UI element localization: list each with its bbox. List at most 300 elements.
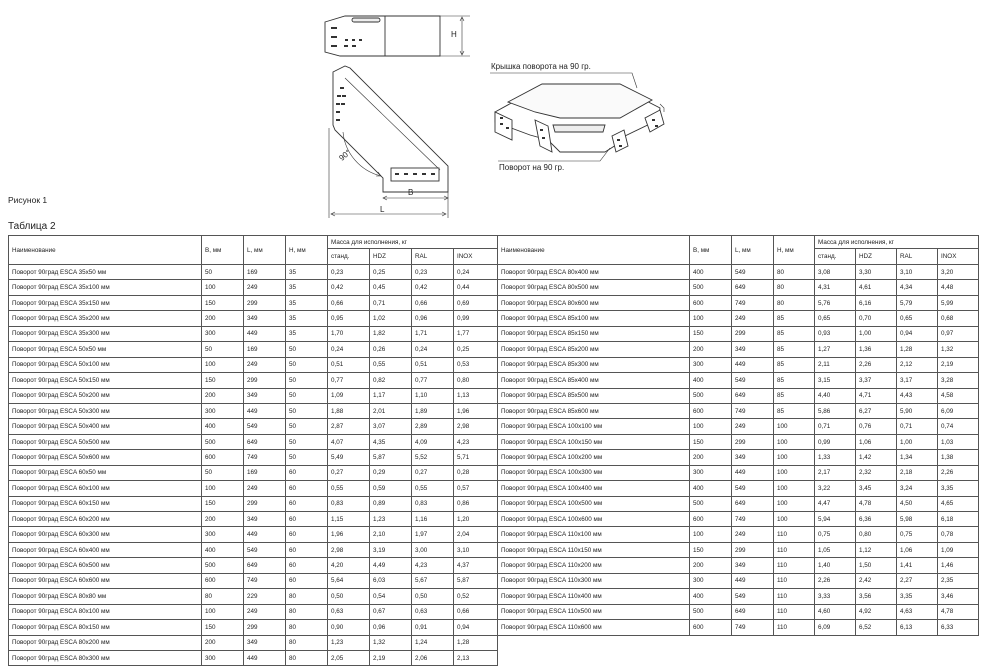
table-row — [498, 342, 979, 357]
cell-mass-hdz: 1,36 — [856, 342, 897, 357]
cell-mass-hdz: 3,19 — [370, 542, 412, 557]
cell-mass-ral: 2,12 — [897, 357, 938, 372]
cell-mass-hdz: 6,03 — [370, 573, 412, 588]
table-row — [9, 558, 498, 573]
cell-h: 35 — [286, 280, 328, 295]
cell-mass-std: 3,22 — [815, 481, 856, 496]
cell-mass-hdz: 0,70 — [856, 311, 897, 326]
cell-name: Поворот 90град ESCA 80x300 мм — [9, 650, 202, 665]
cell-mass-ral: 0,42 — [412, 280, 454, 295]
header-hdz: HDZ — [370, 249, 412, 265]
cell-h: 60 — [286, 527, 328, 542]
cell-mass-std: 1,15 — [328, 512, 370, 527]
cell-mass-std: 0,77 — [328, 373, 370, 388]
cell-b: 100 — [202, 357, 244, 372]
cell-mass-std: 0,65 — [815, 311, 856, 326]
cell-l: 449 — [732, 465, 774, 480]
cell-l: 749 — [732, 620, 774, 635]
cell-mass-inox: 4,48 — [938, 280, 979, 295]
cell-mass-hdz: 1,32 — [370, 635, 412, 650]
cell-b: 500 — [690, 280, 732, 295]
cell-mass-ral: 0,91 — [412, 620, 454, 635]
cell-h: 35 — [286, 326, 328, 341]
cell-mass-inox: 2,04 — [454, 527, 498, 542]
cell-mass-std: 1,23 — [328, 635, 370, 650]
table-row — [9, 620, 498, 635]
table-row — [498, 373, 979, 388]
cell-mass-std: 2,98 — [328, 542, 370, 557]
cell-mass-inox: 4,37 — [454, 558, 498, 573]
cell-mass-ral: 4,23 — [412, 558, 454, 573]
cell-mass-std: 3,15 — [815, 373, 856, 388]
cell-mass-std: 5,64 — [328, 573, 370, 588]
cell-mass-hdz: 0,55 — [370, 357, 412, 372]
cell-mass-hdz: 0,59 — [370, 481, 412, 496]
cell-b: 300 — [202, 326, 244, 341]
cell-l: 449 — [244, 650, 286, 665]
cell-name: Поворот 90град ESCA 100x150 мм — [498, 434, 690, 449]
cell-l: 749 — [732, 512, 774, 527]
cell-h: 110 — [774, 604, 815, 619]
cell-h: 110 — [774, 573, 815, 588]
cell-name: Поворот 90град ESCA 85x400 мм — [498, 373, 690, 388]
dim-angle-label: 90° — [337, 147, 353, 163]
cell-h: 80 — [286, 589, 328, 604]
cell-mass-inox: 0,94 — [454, 620, 498, 635]
cell-b: 400 — [202, 419, 244, 434]
cell-name: Поворот 90град ESCA 60x200 мм — [9, 512, 202, 527]
cell-name: Поворот 90град ESCA 80x200 мм — [9, 635, 202, 650]
header-b: B, мм — [690, 236, 732, 265]
cell-mass-inox: 0,53 — [454, 357, 498, 372]
cell-l: 349 — [732, 450, 774, 465]
cell-l: 549 — [732, 589, 774, 604]
cell-mass-ral: 0,50 — [412, 589, 454, 604]
cell-l: 299 — [244, 373, 286, 388]
cell-l: 449 — [732, 573, 774, 588]
cell-mass-ral: 1,71 — [412, 326, 454, 341]
cell-l: 349 — [244, 388, 286, 403]
cell-mass-inox: 0,66 — [454, 604, 498, 619]
cell-name: Поворот 90град ESCA 35x50 мм — [9, 265, 202, 280]
table-row — [9, 465, 498, 480]
cell-mass-hdz: 0,45 — [370, 280, 412, 295]
cell-b: 300 — [202, 403, 244, 418]
cell-mass-ral: 5,98 — [897, 512, 938, 527]
cell-name: Поворот 90град ESCA 85x600 мм — [498, 403, 690, 418]
cell-mass-inox: 1,13 — [454, 388, 498, 403]
cell-mass-inox: 1,28 — [454, 635, 498, 650]
cell-mass-ral: 1,34 — [897, 450, 938, 465]
cell-mass-inox: 2,35 — [938, 573, 979, 588]
cell-name: Поворот 90град ESCA 35x150 мм — [9, 295, 202, 310]
cell-mass-std: 0,90 — [328, 620, 370, 635]
cell-name: Поворот 90град ESCA 60x50 мм — [9, 465, 202, 480]
cell-l: 649 — [732, 604, 774, 619]
cell-mass-hdz: 2,42 — [856, 573, 897, 588]
cell-mass-inox: 1,03 — [938, 434, 979, 449]
cell-mass-inox: 1,46 — [938, 558, 979, 573]
cell-name: Поворот 90град ESCA 85x200 мм — [498, 342, 690, 357]
cell-l: 649 — [732, 280, 774, 295]
cell-name: Поворот 90град ESCA 110x400 мм — [498, 589, 690, 604]
cell-mass-inox: 1,32 — [938, 342, 979, 357]
table-row — [9, 357, 498, 372]
table-row — [9, 434, 498, 449]
cell-mass-std: 2,11 — [815, 357, 856, 372]
cell-h: 100 — [774, 465, 815, 480]
table-row — [9, 481, 498, 496]
cell-l: 169 — [244, 465, 286, 480]
cell-mass-std: 1,33 — [815, 450, 856, 465]
cell-name: Поворот 90град ESCA 60x100 мм — [9, 481, 202, 496]
cell-mass-hdz: 1,50 — [856, 558, 897, 573]
cell-mass-std: 0,63 — [328, 604, 370, 619]
cell-b: 200 — [690, 450, 732, 465]
table-row — [498, 450, 979, 465]
cell-h: 60 — [286, 558, 328, 573]
cell-mass-hdz: 4,71 — [856, 388, 897, 403]
cell-mass-std: 2,17 — [815, 465, 856, 480]
technical-drawing — [0, 0, 985, 232]
cell-b: 300 — [202, 527, 244, 542]
table-row — [498, 326, 979, 341]
table-row — [9, 373, 498, 388]
cell-name: Поворот 90град ESCA 100x100 мм — [498, 419, 690, 434]
cell-l: 649 — [244, 434, 286, 449]
header-std: станд. — [328, 249, 370, 265]
table-row — [498, 265, 979, 280]
cell-mass-hdz: 1,82 — [370, 326, 412, 341]
cell-mass-inox: 5,87 — [454, 573, 498, 588]
cell-mass-std: 2,87 — [328, 419, 370, 434]
cell-mass-inox: 2,98 — [454, 419, 498, 434]
cell-mass-std: 0,95 — [328, 311, 370, 326]
cell-h: 50 — [286, 373, 328, 388]
cell-l: 349 — [732, 558, 774, 573]
cell-mass-inox: 4,58 — [938, 388, 979, 403]
header-h: H, мм — [286, 236, 328, 265]
cell-mass-hdz: 2,19 — [370, 650, 412, 665]
cell-h: 100 — [774, 450, 815, 465]
table-row — [9, 527, 498, 542]
cell-mass-std: 2,05 — [328, 650, 370, 665]
table-row — [498, 573, 979, 588]
cell-mass-inox: 0,44 — [454, 280, 498, 295]
cell-b: 200 — [202, 635, 244, 650]
cell-mass-inox: 0,97 — [938, 326, 979, 341]
cell-h: 50 — [286, 357, 328, 372]
cell-name: Поворот 90град ESCA 80x150 мм — [9, 620, 202, 635]
cell-mass-inox: 3,46 — [938, 589, 979, 604]
cell-b: 600 — [690, 620, 732, 635]
cell-h: 50 — [286, 434, 328, 449]
cell-mass-inox: 0,68 — [938, 311, 979, 326]
cell-b: 500 — [202, 434, 244, 449]
cell-h: 60 — [286, 496, 328, 511]
cell-mass-inox: 0,28 — [454, 465, 498, 480]
cell-mass-hdz: 1,42 — [856, 450, 897, 465]
header-ral: RAL — [412, 249, 454, 265]
cell-mass-inox: 3,20 — [938, 265, 979, 280]
header-l: L, мм — [244, 236, 286, 265]
cell-mass-inox: 2,13 — [454, 650, 498, 665]
cell-mass-inox: 1,20 — [454, 512, 498, 527]
table-row — [9, 650, 498, 665]
cell-mass-hdz: 1,06 — [856, 434, 897, 449]
cell-h: 100 — [774, 419, 815, 434]
cell-h: 110 — [774, 558, 815, 573]
table-row — [9, 311, 498, 326]
cell-h: 50 — [286, 403, 328, 418]
cell-l: 249 — [244, 604, 286, 619]
table-row — [498, 604, 979, 619]
table-row — [498, 542, 979, 557]
cell-h: 110 — [774, 589, 815, 604]
table-row — [498, 465, 979, 480]
table-row — [498, 589, 979, 604]
cell-mass-hdz: 2,01 — [370, 403, 412, 418]
cell-l: 649 — [732, 496, 774, 511]
cell-h: 35 — [286, 295, 328, 310]
dim-h-label: H — [451, 30, 457, 39]
cell-mass-inox: 3,35 — [938, 481, 979, 496]
cell-name: Поворот 90град ESCA 50x200 мм — [9, 388, 202, 403]
spec-table-right — [497, 235, 979, 636]
cell-mass-hdz: 4,49 — [370, 558, 412, 573]
cell-mass-std: 5,76 — [815, 295, 856, 310]
cell-name: Поворот 90град ESCA 35x200 мм — [9, 311, 202, 326]
cell-name: Поворот 90град ESCA 80x80 мм — [9, 589, 202, 604]
cell-mass-std: 0,55 — [328, 481, 370, 496]
header-std: станд. — [815, 249, 856, 265]
cell-b: 50 — [202, 465, 244, 480]
cell-l: 749 — [244, 450, 286, 465]
cell-l: 349 — [244, 512, 286, 527]
table-row — [9, 542, 498, 557]
table-row — [498, 512, 979, 527]
cell-mass-ral: 1,06 — [897, 542, 938, 557]
cell-name: Поворот 90град ESCA 50x500 мм — [9, 434, 202, 449]
cell-l: 749 — [732, 403, 774, 418]
cell-mass-ral: 0,24 — [412, 342, 454, 357]
cell-l: 299 — [732, 326, 774, 341]
cell-h: 80 — [286, 635, 328, 650]
cell-mass-ral: 1,97 — [412, 527, 454, 542]
cell-mass-std: 4,40 — [815, 388, 856, 403]
cell-b: 100 — [690, 419, 732, 434]
header-hdz: HDZ — [856, 249, 897, 265]
cell-mass-ral: 4,09 — [412, 434, 454, 449]
cell-l: 449 — [244, 527, 286, 542]
table-row — [498, 434, 979, 449]
cell-l: 349 — [732, 342, 774, 357]
cell-b: 100 — [202, 604, 244, 619]
cell-mass-inox: 0,80 — [454, 373, 498, 388]
cell-mass-std: 1,09 — [328, 388, 370, 403]
cell-mass-ral: 5,52 — [412, 450, 454, 465]
cell-mass-hdz: 0,67 — [370, 604, 412, 619]
cell-b: 400 — [690, 373, 732, 388]
cell-mass-ral: 3,35 — [897, 589, 938, 604]
cell-b: 100 — [202, 481, 244, 496]
cell-mass-hdz: 1,17 — [370, 388, 412, 403]
cell-mass-hdz: 0,80 — [856, 527, 897, 542]
cell-name: Поворот 90град ESCA 80x100 мм — [9, 604, 202, 619]
cell-name: Поворот 90град ESCA 60x150 мм — [9, 496, 202, 511]
cell-mass-hdz: 6,16 — [856, 295, 897, 310]
cell-mass-inox: 1,38 — [938, 450, 979, 465]
cell-mass-ral: 0,55 — [412, 481, 454, 496]
table-row — [9, 573, 498, 588]
cell-h: 50 — [286, 388, 328, 403]
cell-h: 80 — [774, 280, 815, 295]
cell-b: 600 — [690, 512, 732, 527]
table-body-left — [9, 265, 498, 666]
cell-mass-hdz: 3,07 — [370, 419, 412, 434]
plan-view-drawing — [329, 66, 448, 218]
cell-mass-ral: 2,06 — [412, 650, 454, 665]
cell-mass-std: 0,83 — [328, 496, 370, 511]
cell-mass-hdz: 2,32 — [856, 465, 897, 480]
cell-mass-hdz: 5,87 — [370, 450, 412, 465]
cell-name: Поворот 90град ESCA 80x600 мм — [498, 295, 690, 310]
cell-mass-std: 0,71 — [815, 419, 856, 434]
header-b: B, мм — [202, 236, 244, 265]
cell-mass-hdz: 1,23 — [370, 512, 412, 527]
cell-mass-hdz: 3,56 — [856, 589, 897, 604]
table-row — [9, 280, 498, 295]
cell-mass-hdz: 0,26 — [370, 342, 412, 357]
cell-b: 300 — [202, 650, 244, 665]
cell-mass-std: 0,23 — [328, 265, 370, 280]
cell-mass-inox: 5,99 — [938, 295, 979, 310]
cell-mass-inox: 1,77 — [454, 326, 498, 341]
cell-mass-ral: 5,79 — [897, 295, 938, 310]
table-row — [9, 512, 498, 527]
cell-mass-ral: 1,10 — [412, 388, 454, 403]
cell-mass-std: 4,60 — [815, 604, 856, 619]
cell-mass-ral: 0,27 — [412, 465, 454, 480]
table-row — [498, 620, 979, 635]
cell-mass-inox: 0,78 — [938, 527, 979, 542]
cell-mass-ral: 1,16 — [412, 512, 454, 527]
cell-h: 60 — [286, 481, 328, 496]
cell-name: Поворот 90град ESCA 50x600 мм — [9, 450, 202, 465]
cell-mass-std: 5,86 — [815, 403, 856, 418]
cell-mass-hdz: 4,61 — [856, 280, 897, 295]
cell-l: 299 — [244, 620, 286, 635]
cell-mass-ral: 4,43 — [897, 388, 938, 403]
cell-l: 449 — [732, 357, 774, 372]
cell-b: 100 — [690, 527, 732, 542]
cell-mass-ral: 1,41 — [897, 558, 938, 573]
table-row — [9, 604, 498, 619]
cell-mass-hdz: 1,00 — [856, 326, 897, 341]
cell-mass-hdz: 3,30 — [856, 265, 897, 280]
cell-b: 400 — [202, 542, 244, 557]
table-row — [9, 450, 498, 465]
table-row — [9, 419, 498, 434]
cell-name: Поворот 90град ESCA 110x100 мм — [498, 527, 690, 542]
cell-mass-inox: 6,18 — [938, 512, 979, 527]
cell-h: 85 — [774, 311, 815, 326]
table-row — [498, 280, 979, 295]
cell-l: 169 — [244, 265, 286, 280]
cell-mass-std: 0,99 — [815, 434, 856, 449]
header-l: L, мм — [732, 236, 774, 265]
cell-mass-ral: 0,66 — [412, 295, 454, 310]
header-name: Наименование — [498, 236, 690, 265]
cell-name: Поворот 90град ESCA 60x400 мм — [9, 542, 202, 557]
cell-mass-std: 0,75 — [815, 527, 856, 542]
cell-name: Поворот 90град ESCA 35x300 мм — [9, 326, 202, 341]
cell-b: 400 — [690, 481, 732, 496]
cell-mass-std: 1,70 — [328, 326, 370, 341]
cell-mass-std: 4,20 — [328, 558, 370, 573]
cell-mass-hdz: 0,76 — [856, 419, 897, 434]
cell-name: Поворот 90град ESCA 110x600 мм — [498, 620, 690, 635]
cell-mass-inox: 3,28 — [938, 373, 979, 388]
cell-mass-ral: 3,17 — [897, 373, 938, 388]
dim-b-label: B — [408, 188, 414, 197]
table-row — [498, 496, 979, 511]
table-row — [9, 388, 498, 403]
cell-mass-std: 5,49 — [328, 450, 370, 465]
cell-mass-std: 1,96 — [328, 527, 370, 542]
cell-mass-std: 6,09 — [815, 620, 856, 635]
cell-mass-ral: 4,34 — [897, 280, 938, 295]
cell-name: Поворот 90град ESCA 85x100 мм — [498, 311, 690, 326]
cell-mass-hdz: 6,52 — [856, 620, 897, 635]
cell-mass-std: 1,40 — [815, 558, 856, 573]
cell-mass-hdz: 2,26 — [856, 357, 897, 372]
cell-mass-std: 0,66 — [328, 295, 370, 310]
cell-mass-hdz: 0,29 — [370, 465, 412, 480]
cell-mass-inox: 5,71 — [454, 450, 498, 465]
cell-mass-std: 3,08 — [815, 265, 856, 280]
cell-l: 549 — [244, 419, 286, 434]
cell-h: 80 — [286, 604, 328, 619]
cell-mass-hdz: 1,12 — [856, 542, 897, 557]
cell-mass-inox: 0,74 — [938, 419, 979, 434]
cell-mass-inox: 2,19 — [938, 357, 979, 372]
cell-mass-ral: 0,83 — [412, 496, 454, 511]
header-ral: RAL — [897, 249, 938, 265]
cell-name: Поворот 90град ESCA 60x300 мм — [9, 527, 202, 542]
cell-mass-inox: 4,23 — [454, 434, 498, 449]
table-row — [498, 403, 979, 418]
cell-mass-ral: 3,24 — [897, 481, 938, 496]
header-name: Наименование — [9, 236, 202, 265]
cell-mass-std: 4,47 — [815, 496, 856, 511]
cell-mass-hdz: 0,54 — [370, 589, 412, 604]
cell-b: 200 — [690, 558, 732, 573]
cell-l: 549 — [732, 481, 774, 496]
cell-mass-inox: 0,57 — [454, 481, 498, 496]
cell-b: 150 — [202, 620, 244, 635]
cell-h: 85 — [774, 342, 815, 357]
cell-h: 85 — [774, 373, 815, 388]
cell-l: 299 — [244, 295, 286, 310]
cell-h: 100 — [774, 496, 815, 511]
cell-name: Поворот 90град ESCA 80x500 мм — [498, 280, 690, 295]
cell-b: 300 — [690, 573, 732, 588]
cell-b: 100 — [690, 311, 732, 326]
cell-mass-ral: 0,94 — [897, 326, 938, 341]
cell-mass-ral: 1,89 — [412, 403, 454, 418]
cell-l: 299 — [732, 434, 774, 449]
